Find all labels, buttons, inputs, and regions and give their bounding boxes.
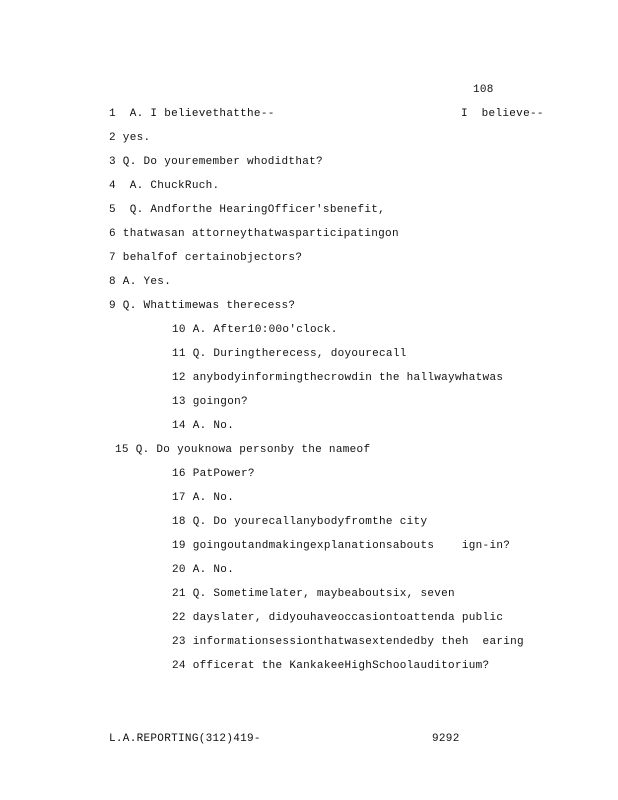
footer-phone-suffix: 9292 — [432, 733, 460, 745]
transcript-line-23: 23 informationsessionthatwasextendedby theh earing — [172, 636, 524, 648]
transcript-line-16: 16 PatPower? — [172, 468, 255, 480]
transcript-line-5: 5 Q. Andforthe HearingOfficer'sbenefit, — [109, 204, 386, 216]
transcript-line-18: 18 Q. Do yourecallanybodyfromthe city — [172, 516, 428, 528]
transcript-line-17: 17 A. No. — [172, 492, 235, 504]
transcript-line-4: 4 A. ChuckRuch. — [109, 180, 220, 192]
transcript-line-12: 12 anybodyinformingthecrowdin the hallwaywhatwas — [172, 372, 504, 384]
transcript-line-20: 20 A. No. — [172, 564, 235, 576]
transcript-line-8: 8 A. Yes. — [109, 276, 172, 288]
transcript-line-6: 6 thatwasan attorneythatwasparticipatingon — [109, 228, 399, 240]
transcript-line-3: 3 Q. Do youremember whodidthat? — [109, 156, 323, 168]
transcript-line-14: 14 A. No. — [172, 420, 235, 432]
transcript-line-7: 7 behalfof certainobjectors? — [109, 252, 303, 264]
transcript-line-22: 22 dayslater, didyouhaveoccasiontoattenda public — [172, 612, 504, 624]
transcript-line-2: 2 yes. — [109, 132, 151, 144]
transcript-line-21: 21 Q. Sometimelater, maybeaboutsix, seven — [172, 588, 455, 600]
transcript-line-19: 19 goingoutandmakingexplanationsabouts ign-in? — [172, 540, 511, 552]
transcript-line-11: 11 Q. Duringtherecess, doyourecall — [172, 348, 407, 360]
transcript-line-13: 13 goingon? — [172, 396, 248, 408]
page-number: 108 — [473, 84, 494, 96]
transcript-line-24: 24 officerat the KankakeeHighSchoolauditorium? — [172, 660, 490, 672]
footer-reporter: L.A.REPORTING(312)419- — [109, 733, 261, 745]
transcript-line-1: 1 A. I believethatthe-- I believe-- — [109, 108, 544, 120]
transcript-line-15: 15 Q. Do youknowa personby the nameof — [115, 444, 371, 456]
transcript-line-10: 10 A. After10:00o'clock. — [172, 324, 338, 336]
transcript-line-9: 9 Q. Whattimewas therecess? — [109, 300, 296, 312]
